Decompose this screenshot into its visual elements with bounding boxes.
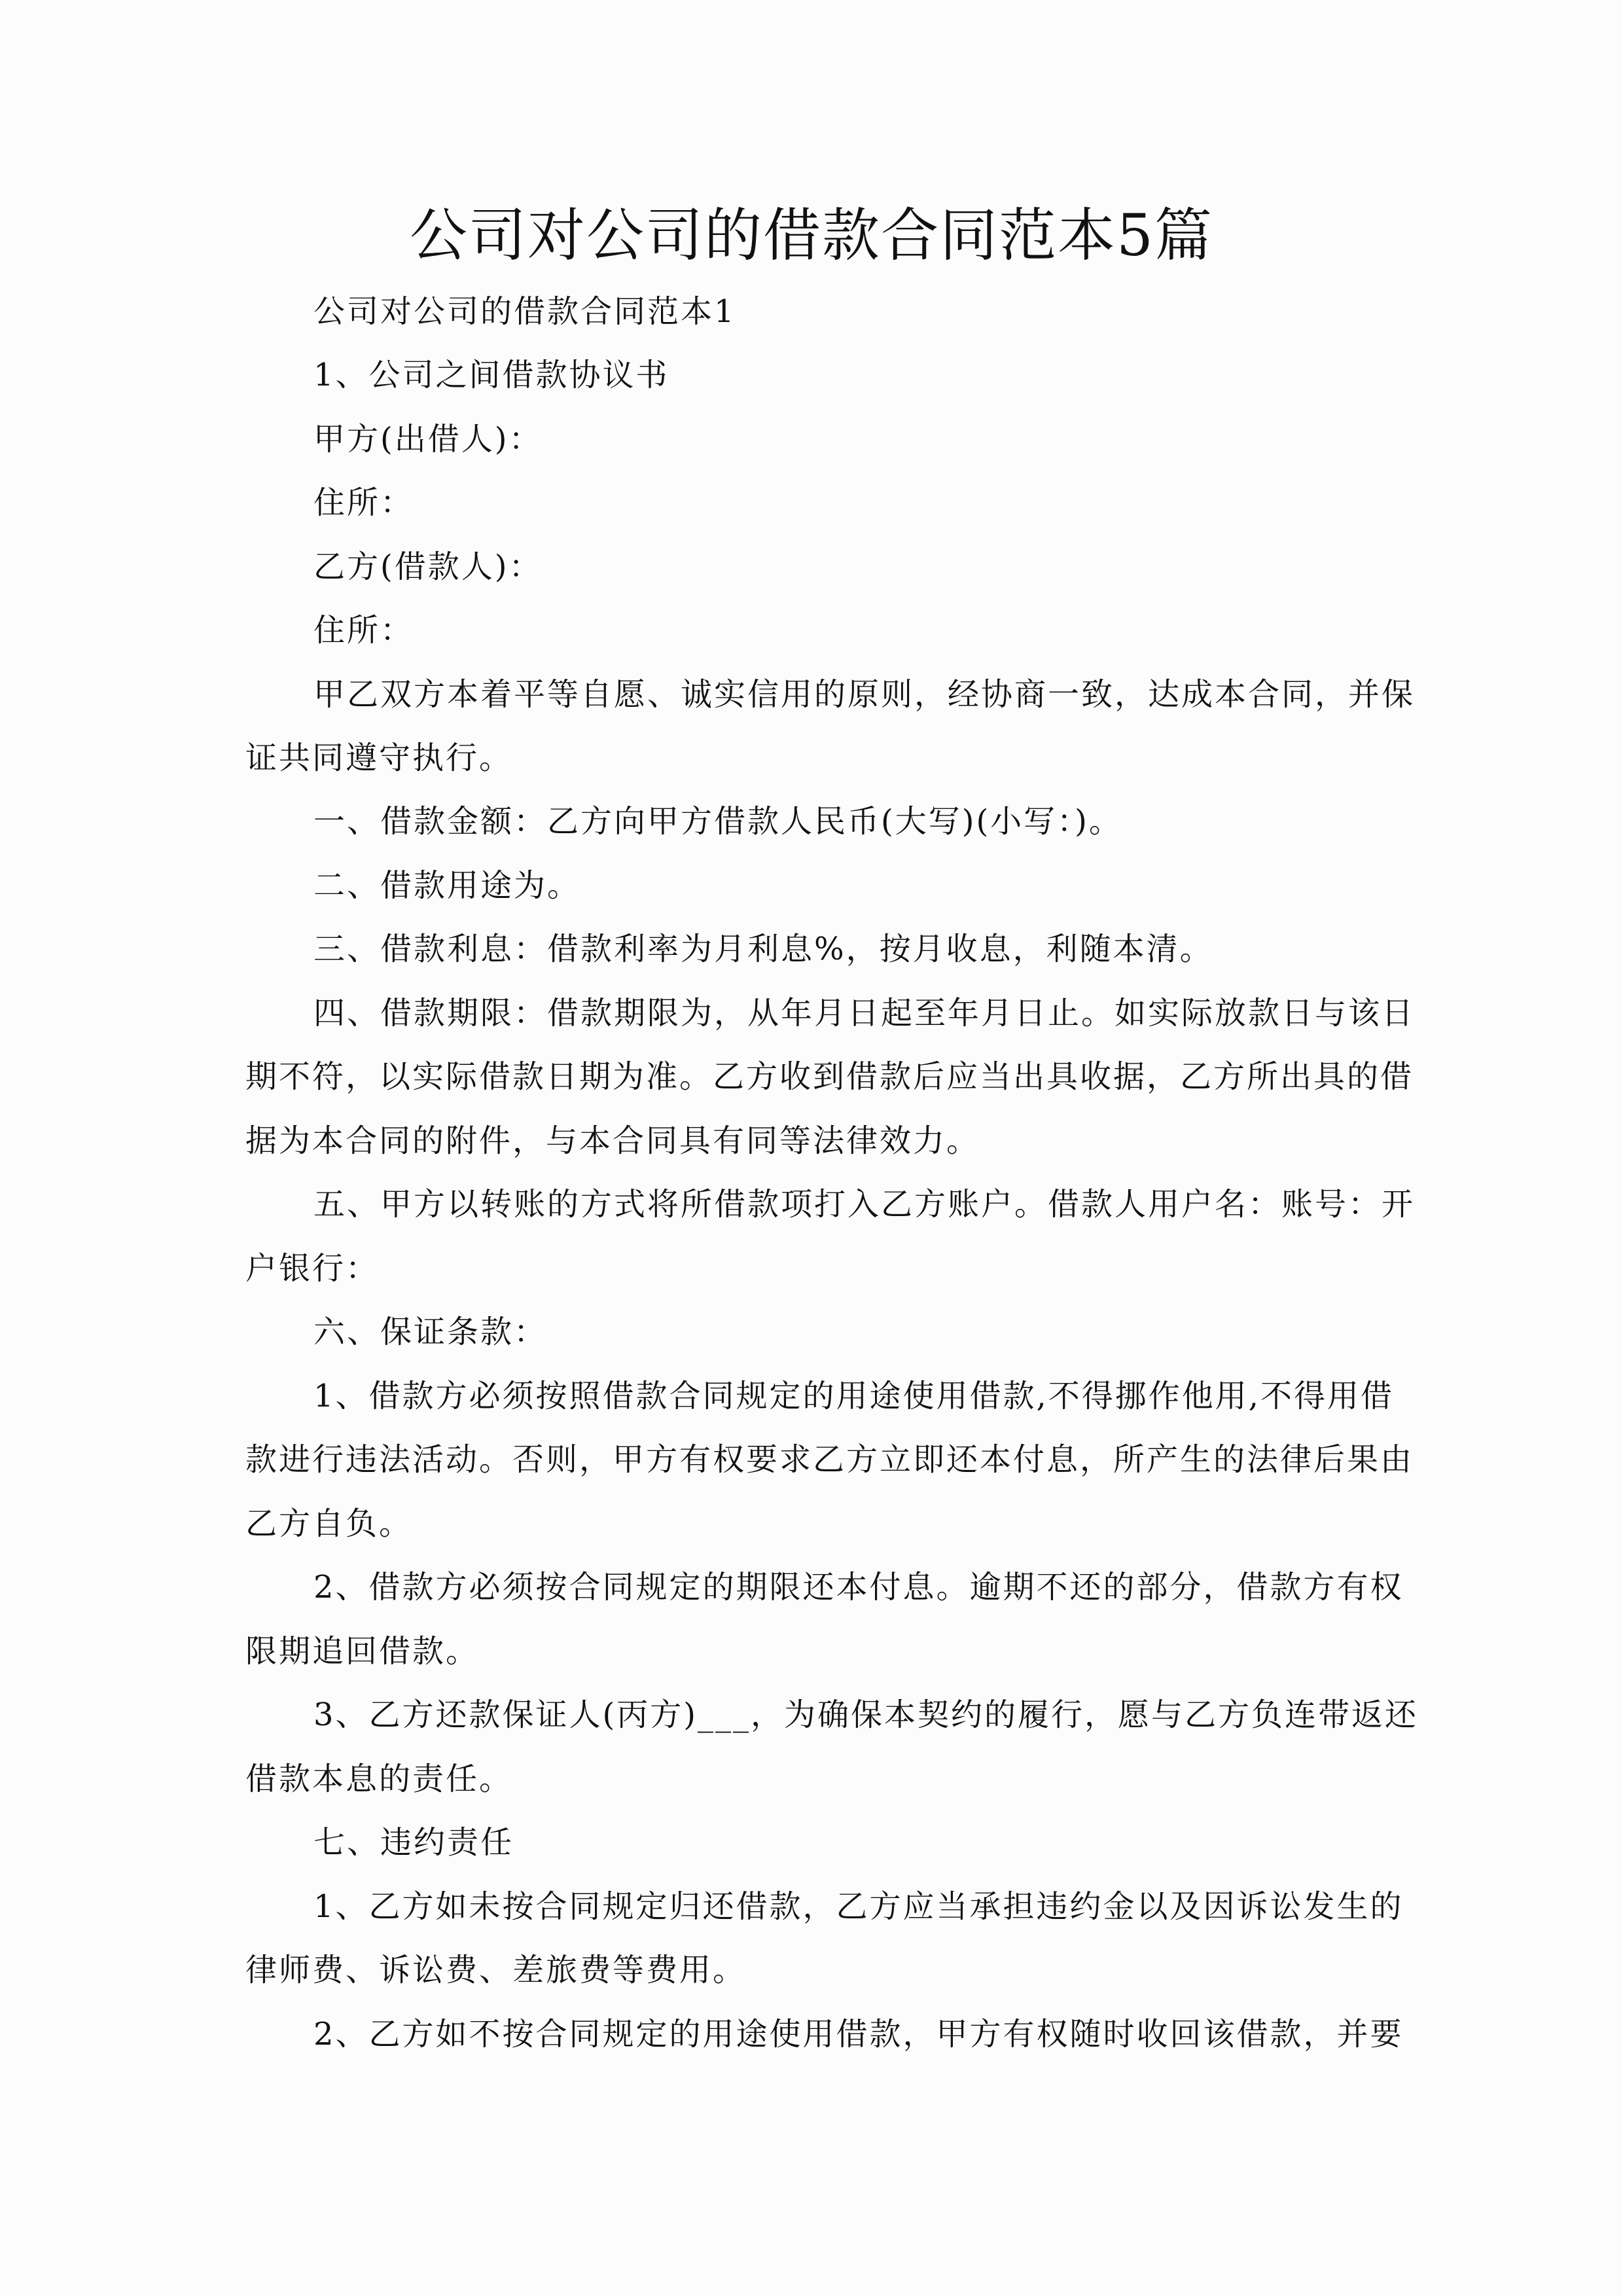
paragraph-line: 一、借款金额：乙方向甲方借款人民币(大写)(小写：)。 (313, 803, 1122, 840)
paragraph-line: 乙方(借款人)： (313, 548, 543, 585)
paragraph-line: 甲方(出借人)： (313, 421, 543, 457)
paragraph-line: 住所： (313, 484, 414, 521)
paragraph-line: 甲乙双方本着平等自愿、诚实信用的原则，经协商一致，达成本合同，并保 (313, 676, 1416, 713)
paragraph-line: 借款本息的责任。 (245, 1761, 513, 1797)
paragraph-line: 乙方自负。 (245, 1505, 413, 1542)
paragraph-line: 限期追回借款。 (245, 1633, 480, 1670)
paragraph-line: 五、甲方以转账的方式将所借款项打入乙方账户。借款人用户名：账号：开 (313, 1186, 1416, 1223)
paragraph-line: 2、借款方必须按合同规定的期限还本付息。逾期不还的部分，借款方有权 (313, 1569, 1404, 1605)
paragraph-line: 公司对公司的借款合同范本1 (313, 293, 736, 330)
paragraph-line: 六、保证条款： (313, 1314, 548, 1350)
paragraph-line: 七、违约责任 (313, 1824, 514, 1861)
paragraph-line: 律师费、诉讼费、差旅费等费用。 (245, 1952, 747, 1988)
paragraph-line: 期不符，以实际借款日期为准。乙方收到借款后应当出具收据，乙方所出具的借 (245, 1058, 1414, 1095)
paragraph-line: 3、乙方还款保证人(丙方)___，为确保本契约的履行，愿与乙方负连带返还 (313, 1696, 1418, 1733)
paragraph-line: 证共同遵守执行。 (245, 740, 513, 776)
paragraph-line: 1、借款方必须按照借款合同规定的用途使用借款,不得挪作他用,不得用借 (313, 1378, 1395, 1414)
document-title: 公司对公司的借款合同范本5篇 (410, 202, 1213, 269)
paragraph-line: 1、公司之间借款协议书 (313, 357, 669, 393)
paragraph-line: 据为本合同的附件，与本合同具有同等法律效力。 (245, 1122, 980, 1159)
paragraph-line: 三、借款利息：借款利率为月利息%，按月收息，利随本清。 (313, 931, 1213, 967)
paragraph-line: 二、借款用途为。 (313, 867, 581, 904)
paragraph-line: 户银行： (245, 1250, 380, 1287)
paragraph-line: 款进行违法活动。否则，甲方有权要求乙方立即还本付息，所产生的法律后果由 (245, 1441, 1414, 1478)
paragraph-line: 1、乙方如未按合同规定归还借款，乙方应当承担违约金以及因诉讼发生的 (313, 1888, 1404, 1925)
paragraph-line: 四、借款期限：借款期限为，从年月日起至年月日止。如实际放款日与该日 (313, 995, 1416, 1031)
paragraph-line: 2、乙方如不按合同规定的用途使用借款，甲方有权随时收回该借款，并要 (313, 2016, 1404, 2053)
paragraph-line: 住所： (313, 612, 414, 649)
